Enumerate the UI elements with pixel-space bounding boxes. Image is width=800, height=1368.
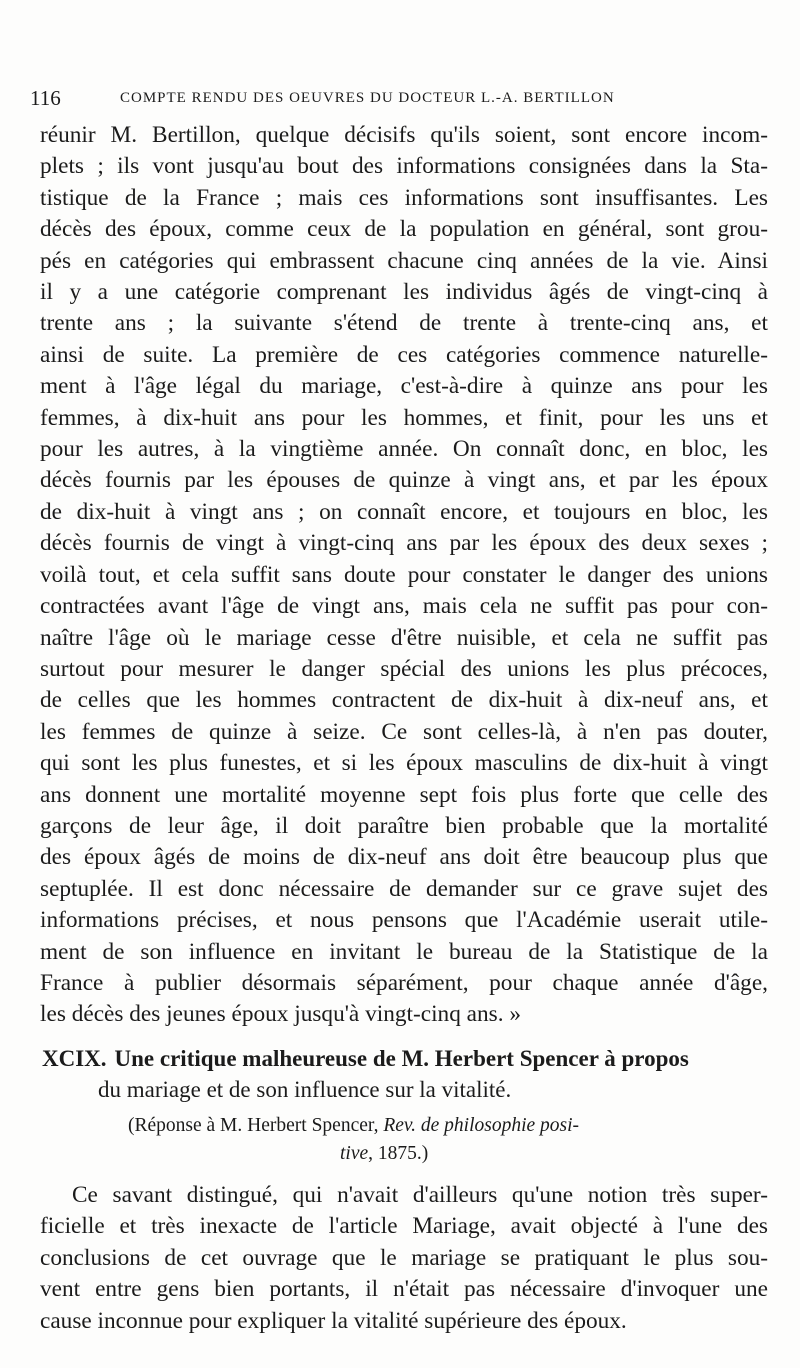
text-line: des époux âgés de moins de dix-neuf ans doit être beaucoup plus que [40, 844, 768, 871]
page-number: 116 [30, 86, 61, 110]
section-heading [42, 1043, 770, 1105]
text-line: femmes, à dix-huit ans pour les hommes, et finit, pour les uns et [40, 404, 768, 431]
section-title-line-1: Une critique malheureuse de M. Herbert Spencer à propos [114, 1046, 689, 1071]
text-line: décès des époux, comme ceux de la population en général, sont grou- [40, 216, 768, 243]
text-line: il y a une catégorie comprenant les individus âgés de vingt-cinq à [40, 279, 768, 306]
text-line: décès fournis par les épouses de quinze à vingt ans, et par les époux [40, 467, 768, 494]
citation-line-2 [128, 1140, 768, 1168]
text-line: ainsi de suite. La première de ces catégories commence naturelle- [40, 341, 768, 368]
text-line: surtout pour mesurer le danger spécial des unions les plus précoces, [40, 655, 768, 682]
text-line: pés en catégories qui embrassent chacune cinq années de la vie. Ainsi [40, 247, 768, 274]
text-line: les femmes de quinze à seize. Ce sont celles-là, à n'en pas douter, [40, 718, 768, 745]
text-line: vent entre gens bien portants, il n'était pas nécessaire d'invoquer une [40, 1276, 768, 1303]
citation [128, 1112, 768, 1168]
text-line: septuplée. Il est donc nécessaire de demander sur ce grave sujet des [40, 875, 768, 902]
text-line: voilà tout, et cela suffit sans doute pour constater le danger des unions [40, 561, 768, 588]
paragraph [40, 1180, 768, 1337]
running-head [30, 86, 730, 114]
section-number: XCIX. [42, 1046, 107, 1071]
text-line: Ce savant distingué, qui n'avait d'ailleurs qu'une notion très super- [72, 1182, 768, 1208]
text-line: naître l'âge où le mariage cesse d'être nuisible, et cela ne suffit pas [40, 624, 768, 651]
text-line: France à publier désormais séparément, pour chaque année d'âge, [40, 969, 768, 996]
text-line: qui sont les plus funestes, et si les époux masculins de dix-huit à vingt [40, 750, 768, 777]
citation-journal-part-1: Rev. de philosophie posi- [383, 1115, 580, 1136]
text-line: ment de son influence en invitant le bureau de la Statistique de la [40, 938, 768, 965]
text-line: contractées avant l'âge de vingt ans, mais cela ne suffit pas pour con- [40, 593, 768, 620]
citation-prefix: (Réponse à M. Herbert Spencer, [128, 1115, 384, 1136]
text-line: tistique de la France ; mais ces informations sont insuffisantes. Les [40, 184, 768, 211]
text-line: les décès des jeunes époux jusqu'à vingt-cinq ans. » [40, 1001, 522, 1028]
paragraph-continued [40, 120, 768, 1031]
running-title: COMPTE RENDU DES OEUVRES DU DOCTEUR L.-A. BERTILLON [120, 90, 615, 106]
citation-suffix: , 1875.) [368, 1143, 429, 1164]
text-line: de celles que les hommes contractent de dix-huit à dix-neuf ans, et [40, 687, 768, 714]
text-line: cause inconnue pour expliquer la vitalité supérieure des époux. [40, 1307, 627, 1334]
text-line: ment à l'âge légal du mariage, c'est-à-dire à quinze ans pour les [40, 373, 768, 400]
text-line: de dix-huit à vingt ans ; on connaît encore, et toujours en bloc, les [40, 498, 768, 525]
text-line: informations précises, et nous pensons que l'Académie userait utile- [40, 907, 768, 934]
citation-journal-part-2: tive [340, 1143, 369, 1164]
section-title-line-2: du mariage et de son influence sur la vitalité. [98, 1077, 512, 1102]
text-line: trente ans ; la suivante s'étend de trente à trente-cinq ans, et [40, 310, 768, 337]
text-line: plets ; ils vont jusqu'au bout des informations consignées dans la Sta- [40, 153, 768, 180]
text-line: ans donnent une mortalité moyenne sept fois plus forte que celle des [40, 781, 768, 808]
text-line: ficielle et très inexacte de l'article Mariage, avait objecté à l'une des [40, 1213, 768, 1240]
text-line: conclusions de cet ouvrage que le mariage se pratiquant le plus sou- [40, 1244, 768, 1271]
text-line: pour les autres, à la vingtième année. On connaît donc, en bloc, les [40, 436, 768, 463]
text-line: décès fournis de vingt à vingt-cinq ans par les époux des deux sexes ; [40, 530, 768, 557]
text-line: garçons de leur âge, il doit paraître bien probable que la mortalité [40, 812, 768, 839]
text-line: réunir M. Bertillon, quelque décisifs qu'ils soient, sont encore incom- [40, 122, 768, 148]
